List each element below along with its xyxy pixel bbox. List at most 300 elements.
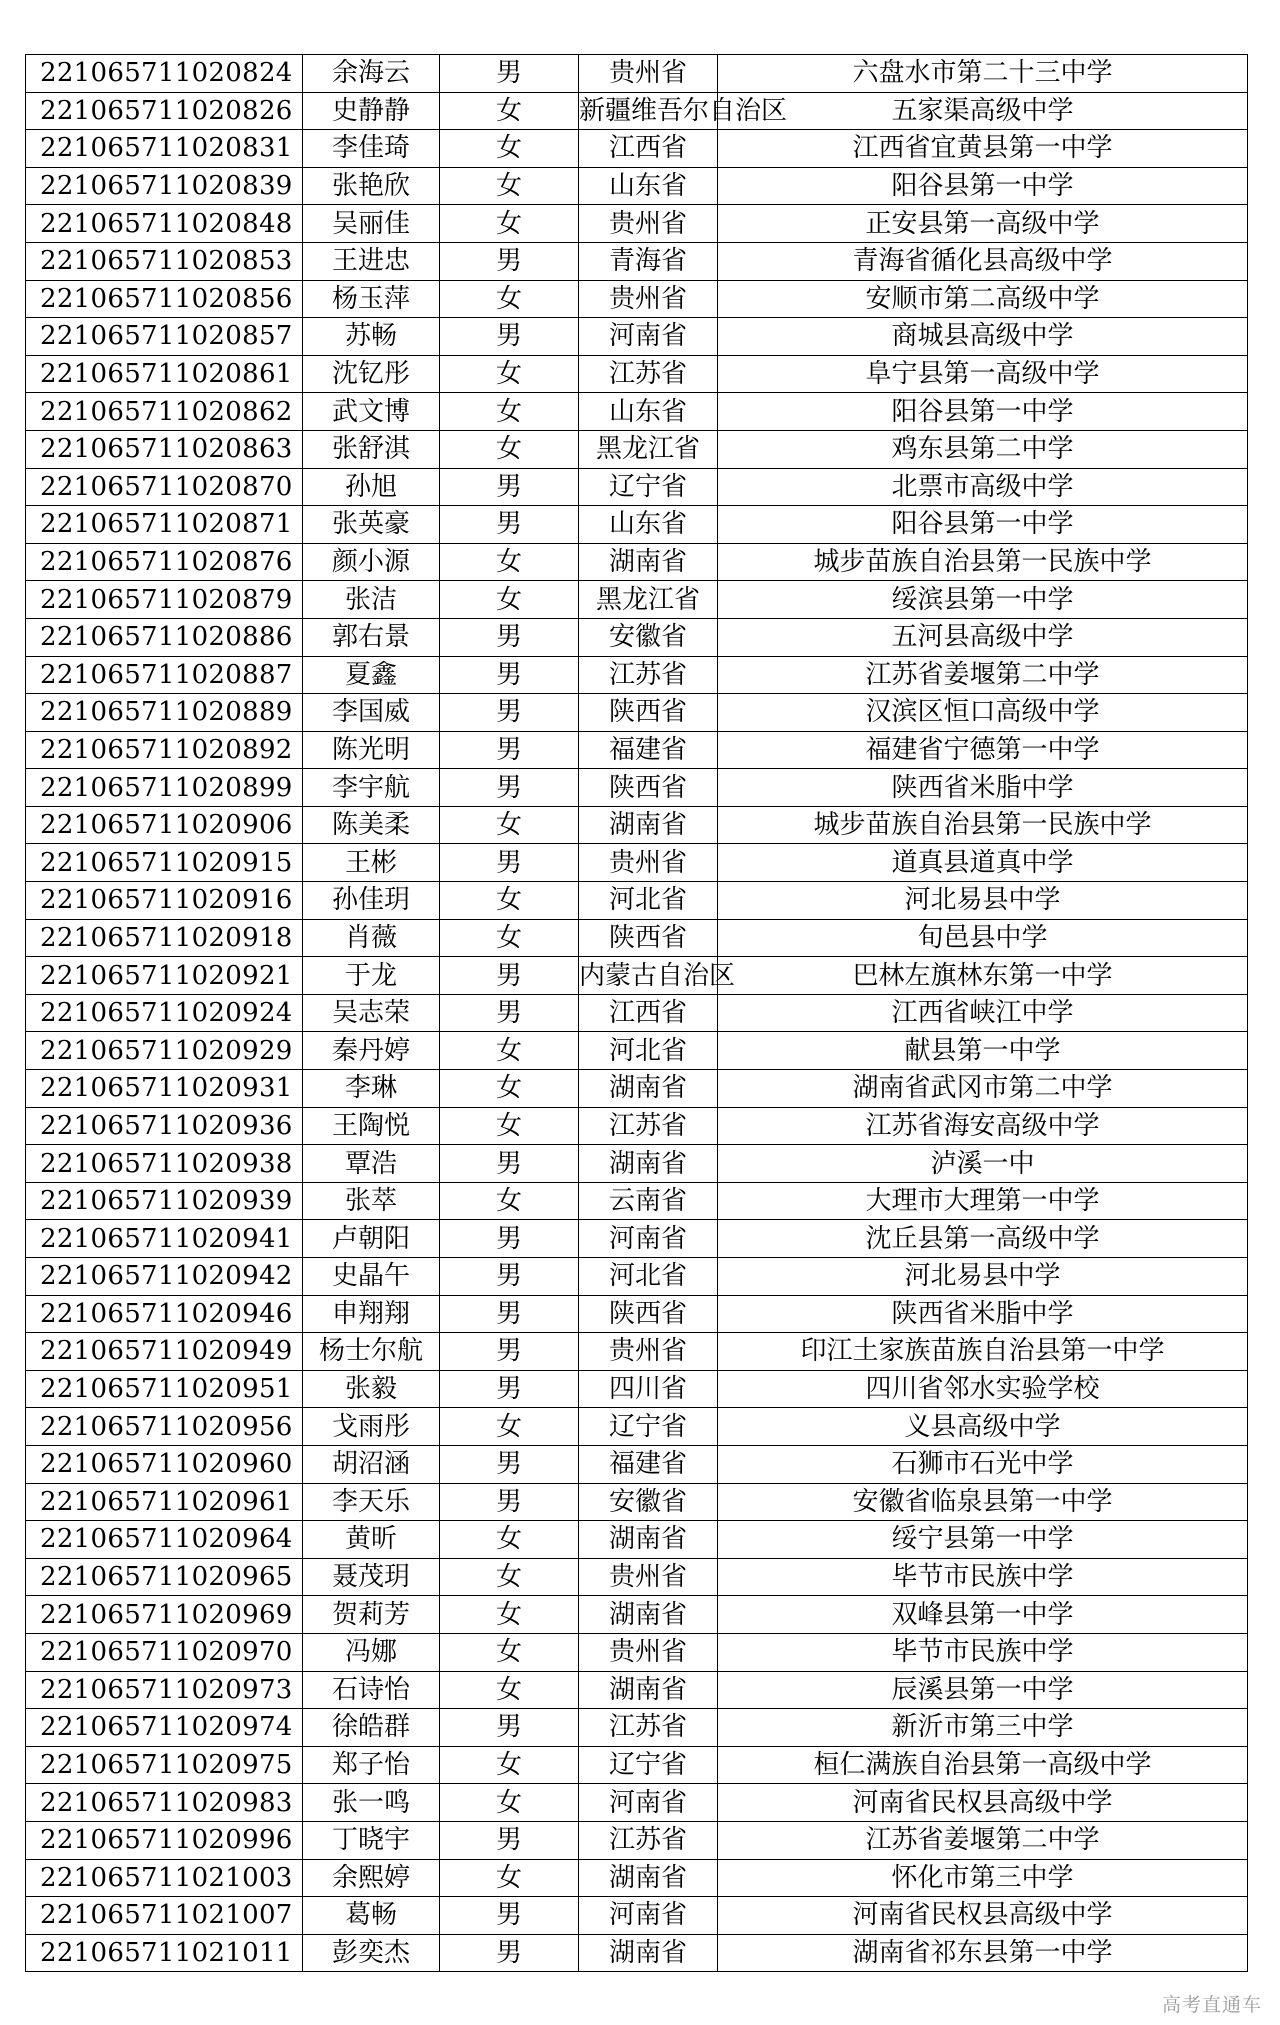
gender-cell: 女 xyxy=(440,1107,579,1145)
exam-id-cell: 221065711020915 xyxy=(26,844,303,882)
gender-cell: 男 xyxy=(440,656,579,694)
gender-cell: 男 xyxy=(440,994,579,1032)
exam-id-cell: 221065711020879 xyxy=(26,581,303,619)
student-name-cell: 陈美柔 xyxy=(303,806,440,844)
school-cell: 阳谷县第一中学 xyxy=(718,167,1248,205)
table-row xyxy=(26,1295,1248,1333)
table-row xyxy=(26,1558,1248,1596)
province-cell: 陕西省 xyxy=(579,1295,718,1333)
exam-id-cell: 221065711020942 xyxy=(26,1258,303,1296)
gender-cell: 男 xyxy=(440,844,579,882)
exam-id-cell: 221065711020870 xyxy=(26,468,303,506)
gender-cell: 男 xyxy=(440,618,579,656)
school-cell: 阜宁县第一高级中学 xyxy=(718,355,1248,393)
table-row xyxy=(26,1258,1248,1296)
exam-id-cell: 221065711020970 xyxy=(26,1633,303,1671)
student-name-cell: 武文博 xyxy=(303,393,440,431)
student-name-cell: 郑子怡 xyxy=(303,1746,440,1784)
province-cell: 山东省 xyxy=(579,506,718,544)
table-row xyxy=(26,1032,1248,1070)
gender-cell: 女 xyxy=(440,882,579,920)
student-name-cell: 于龙 xyxy=(303,957,440,995)
school-cell: 湖南省祁东县第一中学 xyxy=(718,1934,1248,1972)
exam-id-cell: 221065711020949 xyxy=(26,1333,303,1371)
province-cell: 湖南省 xyxy=(579,543,718,581)
province-cell: 山东省 xyxy=(579,393,718,431)
exam-id-cell: 221065711020961 xyxy=(26,1483,303,1521)
gender-cell: 女 xyxy=(440,92,579,130)
student-name-cell: 颜小源 xyxy=(303,543,440,581)
student-name-cell: 沈钇彤 xyxy=(303,355,440,393)
province-cell: 贵州省 xyxy=(579,205,718,243)
table-row xyxy=(26,1370,1248,1408)
table-row xyxy=(26,1859,1248,1897)
student-name-cell: 王彬 xyxy=(303,844,440,882)
province-cell: 河南省 xyxy=(579,318,718,356)
school-cell: 北票市高级中学 xyxy=(718,468,1248,506)
table-row xyxy=(26,1521,1248,1559)
exam-id-cell: 221065711020996 xyxy=(26,1821,303,1859)
student-name-cell: 吴丽佳 xyxy=(303,205,440,243)
exam-id-cell: 221065711020965 xyxy=(26,1558,303,1596)
gender-cell: 女 xyxy=(440,543,579,581)
exam-id-cell: 221065711020876 xyxy=(26,543,303,581)
table-row xyxy=(26,205,1248,243)
school-cell: 辰溪县第一中学 xyxy=(718,1671,1248,1709)
school-cell: 印江土家族苗族自治县第一中学 xyxy=(718,1333,1248,1371)
province-cell: 陕西省 xyxy=(579,694,718,732)
gender-cell: 男 xyxy=(440,1821,579,1859)
table-row xyxy=(26,1897,1248,1935)
student-table xyxy=(25,54,1248,1972)
exam-id-cell: 221065711020863 xyxy=(26,430,303,468)
student-name-cell: 杨士尔航 xyxy=(303,1333,440,1371)
school-cell: 双峰县第一中学 xyxy=(718,1596,1248,1634)
table-row xyxy=(26,1107,1248,1145)
gender-cell: 男 xyxy=(440,1370,579,1408)
school-cell: 江西省峡江中学 xyxy=(718,994,1248,1032)
exam-id-cell: 221065711020886 xyxy=(26,618,303,656)
table-row xyxy=(26,694,1248,732)
student-name-cell: 张毅 xyxy=(303,1370,440,1408)
province-cell: 湖南省 xyxy=(579,1596,718,1634)
school-cell: 沈丘县第一高级中学 xyxy=(718,1220,1248,1258)
exam-id-cell: 221065711020857 xyxy=(26,318,303,356)
school-cell: 泸溪一中 xyxy=(718,1145,1248,1183)
school-cell: 鸡东县第二中学 xyxy=(718,430,1248,468)
exam-id-cell: 221065711020974 xyxy=(26,1709,303,1747)
gender-cell: 男 xyxy=(440,506,579,544)
table-row xyxy=(26,355,1248,393)
province-cell: 云南省 xyxy=(579,1182,718,1220)
student-name-cell: 张洁 xyxy=(303,581,440,619)
school-cell: 怀化市第三中学 xyxy=(718,1859,1248,1897)
school-cell: 江苏省海安高级中学 xyxy=(718,1107,1248,1145)
school-cell: 五家渠高级中学 xyxy=(718,92,1248,130)
province-cell: 辽宁省 xyxy=(579,468,718,506)
student-name-cell: 郭右景 xyxy=(303,618,440,656)
gender-cell: 女 xyxy=(440,205,579,243)
table-row xyxy=(26,430,1248,468)
gender-cell: 女 xyxy=(440,130,579,168)
province-cell: 湖南省 xyxy=(579,1859,718,1897)
exam-id-cell: 221065711020862 xyxy=(26,393,303,431)
table-row xyxy=(26,731,1248,769)
student-name-cell: 丁晓宇 xyxy=(303,1821,440,1859)
gender-cell: 男 xyxy=(440,1709,579,1747)
student-name-cell: 李天乐 xyxy=(303,1483,440,1521)
exam-id-cell: 221065711020889 xyxy=(26,694,303,732)
gender-cell: 女 xyxy=(440,1408,579,1446)
exam-id-cell: 221065711020824 xyxy=(26,55,303,93)
school-cell: 桓仁满族自治县第一高级中学 xyxy=(718,1746,1248,1784)
exam-id-cell: 221065711020916 xyxy=(26,882,303,920)
exam-id-cell: 221065711021003 xyxy=(26,1859,303,1897)
province-cell: 湖南省 xyxy=(579,806,718,844)
gender-cell: 女 xyxy=(440,393,579,431)
school-cell: 江西省宜黄县第一中学 xyxy=(718,130,1248,168)
school-cell: 安顺市第二高级中学 xyxy=(718,280,1248,318)
table-row xyxy=(26,1220,1248,1258)
student-name-cell: 吴志荣 xyxy=(303,994,440,1032)
exam-id-cell: 221065711020906 xyxy=(26,806,303,844)
school-cell: 城步苗族自治县第一民族中学 xyxy=(718,806,1248,844)
student-name-cell: 覃浩 xyxy=(303,1145,440,1183)
student-name-cell: 余熙婷 xyxy=(303,1859,440,1897)
gender-cell: 男 xyxy=(440,318,579,356)
school-cell: 安徽省临泉县第一中学 xyxy=(718,1483,1248,1521)
table-row xyxy=(26,1784,1248,1822)
table-row xyxy=(26,393,1248,431)
exam-id-cell: 221065711020973 xyxy=(26,1671,303,1709)
school-cell: 道真县道真中学 xyxy=(718,844,1248,882)
gender-cell: 男 xyxy=(440,1934,579,1972)
exam-id-cell: 221065711020839 xyxy=(26,167,303,205)
gender-cell: 男 xyxy=(440,1483,579,1521)
gender-cell: 女 xyxy=(440,1671,579,1709)
province-cell: 陕西省 xyxy=(579,919,718,957)
table-row xyxy=(26,1709,1248,1747)
table-row xyxy=(26,1934,1248,1972)
province-cell: 辽宁省 xyxy=(579,1746,718,1784)
province-cell: 湖南省 xyxy=(579,1521,718,1559)
province-cell: 贵州省 xyxy=(579,55,718,93)
school-cell: 新沂市第三中学 xyxy=(718,1709,1248,1747)
exam-id-cell: 221065711020856 xyxy=(26,280,303,318)
table-row xyxy=(26,806,1248,844)
gender-cell: 女 xyxy=(440,1746,579,1784)
province-cell: 山东省 xyxy=(579,167,718,205)
province-cell: 内蒙古自治区 xyxy=(579,957,718,995)
exam-id-cell: 221065711020946 xyxy=(26,1295,303,1333)
province-cell: 安徽省 xyxy=(579,618,718,656)
school-cell: 城步苗族自治县第一民族中学 xyxy=(718,543,1248,581)
student-name-cell: 孙佳玥 xyxy=(303,882,440,920)
student-table-body xyxy=(26,55,1248,1972)
gender-cell: 女 xyxy=(440,1596,579,1634)
table-row xyxy=(26,919,1248,957)
student-name-cell: 秦丹婷 xyxy=(303,1032,440,1070)
gender-cell: 男 xyxy=(440,1145,579,1183)
student-name-cell: 陈光明 xyxy=(303,731,440,769)
gender-cell: 女 xyxy=(440,1633,579,1671)
student-name-cell: 申翔翔 xyxy=(303,1295,440,1333)
table-row xyxy=(26,1445,1248,1483)
school-cell: 石狮市石光中学 xyxy=(718,1445,1248,1483)
province-cell: 江西省 xyxy=(579,994,718,1032)
school-cell: 河北易县中学 xyxy=(718,1258,1248,1296)
province-cell: 福建省 xyxy=(579,731,718,769)
student-name-cell: 葛畅 xyxy=(303,1897,440,1935)
school-cell: 阳谷县第一中学 xyxy=(718,506,1248,544)
exam-id-cell: 221065711020921 xyxy=(26,957,303,995)
school-cell: 江苏省姜堰第二中学 xyxy=(718,656,1248,694)
table-row xyxy=(26,1746,1248,1784)
school-cell: 陕西省米脂中学 xyxy=(718,1295,1248,1333)
table-row xyxy=(26,994,1248,1032)
exam-id-cell: 221065711020892 xyxy=(26,731,303,769)
province-cell: 陕西省 xyxy=(579,769,718,807)
student-name-cell: 张英豪 xyxy=(303,506,440,544)
school-cell: 献县第一中学 xyxy=(718,1032,1248,1070)
table-row xyxy=(26,1145,1248,1183)
exam-id-cell: 221065711020960 xyxy=(26,1445,303,1483)
exam-id-cell: 221065711020941 xyxy=(26,1220,303,1258)
table-row xyxy=(26,130,1248,168)
gender-cell: 女 xyxy=(440,1859,579,1897)
watermark: 高考直通车 xyxy=(1161,1994,1262,2016)
student-name-cell: 肖薇 xyxy=(303,919,440,957)
student-name-cell: 黄昕 xyxy=(303,1521,440,1559)
school-cell: 江苏省姜堰第二中学 xyxy=(718,1821,1248,1859)
province-cell: 贵州省 xyxy=(579,1333,718,1371)
province-cell: 贵州省 xyxy=(579,1633,718,1671)
student-name-cell: 张舒淇 xyxy=(303,430,440,468)
table-row xyxy=(26,1483,1248,1521)
gender-cell: 女 xyxy=(440,806,579,844)
table-row xyxy=(26,468,1248,506)
school-cell: 绥宁县第一中学 xyxy=(718,1521,1248,1559)
exam-id-cell: 221065711020899 xyxy=(26,769,303,807)
province-cell: 福建省 xyxy=(579,1445,718,1483)
gender-cell: 女 xyxy=(440,919,579,957)
table-row xyxy=(26,957,1248,995)
gender-cell: 男 xyxy=(440,1445,579,1483)
province-cell: 黑龙江省 xyxy=(579,581,718,619)
exam-id-cell: 221065711020975 xyxy=(26,1746,303,1784)
exam-id-cell: 221065711020826 xyxy=(26,92,303,130)
student-name-cell: 杨玉萍 xyxy=(303,280,440,318)
student-name-cell: 戈雨彤 xyxy=(303,1408,440,1446)
gender-cell: 男 xyxy=(440,769,579,807)
gender-cell: 女 xyxy=(440,167,579,205)
student-name-cell: 徐皓群 xyxy=(303,1709,440,1747)
province-cell: 辽宁省 xyxy=(579,1408,718,1446)
province-cell: 湖南省 xyxy=(579,1671,718,1709)
table-row xyxy=(26,242,1248,280)
gender-cell: 男 xyxy=(440,1897,579,1935)
school-cell: 阳谷县第一中学 xyxy=(718,393,1248,431)
school-cell: 毕节市民族中学 xyxy=(718,1558,1248,1596)
school-cell: 正安县第一高级中学 xyxy=(718,205,1248,243)
student-name-cell: 冯娜 xyxy=(303,1633,440,1671)
student-name-cell: 王进忠 xyxy=(303,242,440,280)
exam-id-cell: 221065711020853 xyxy=(26,242,303,280)
gender-cell: 男 xyxy=(440,957,579,995)
student-name-cell: 张一鸣 xyxy=(303,1784,440,1822)
gender-cell: 男 xyxy=(440,1220,579,1258)
school-cell: 湖南省武冈市第二中学 xyxy=(718,1070,1248,1108)
table-row xyxy=(26,1182,1248,1220)
gender-cell: 男 xyxy=(440,468,579,506)
exam-id-cell: 221065711021011 xyxy=(26,1934,303,1972)
student-list-sheet xyxy=(25,54,1247,1972)
table-row xyxy=(26,656,1248,694)
province-cell: 河南省 xyxy=(579,1784,718,1822)
table-row xyxy=(26,844,1248,882)
gender-cell: 女 xyxy=(440,355,579,393)
exam-id-cell: 221065711020848 xyxy=(26,205,303,243)
gender-cell: 女 xyxy=(440,1521,579,1559)
school-cell: 河南省民权县高级中学 xyxy=(718,1784,1248,1822)
table-row xyxy=(26,882,1248,920)
exam-id-cell: 221065711020929 xyxy=(26,1032,303,1070)
gender-cell: 男 xyxy=(440,731,579,769)
province-cell: 江苏省 xyxy=(579,656,718,694)
school-cell: 五河县高级中学 xyxy=(718,618,1248,656)
school-cell: 毕节市民族中学 xyxy=(718,1633,1248,1671)
province-cell: 湖南省 xyxy=(579,1934,718,1972)
gender-cell: 男 xyxy=(440,55,579,93)
table-row xyxy=(26,1070,1248,1108)
exam-id-cell: 221065711021007 xyxy=(26,1897,303,1935)
province-cell: 河北省 xyxy=(579,882,718,920)
province-cell: 新疆维吾尔自治区 xyxy=(579,92,718,130)
exam-id-cell: 221065711020939 xyxy=(26,1182,303,1220)
province-cell: 河北省 xyxy=(579,1032,718,1070)
student-name-cell: 史静静 xyxy=(303,92,440,130)
school-cell: 陕西省米脂中学 xyxy=(718,769,1248,807)
gender-cell: 男 xyxy=(440,1258,579,1296)
school-cell: 六盘水市第二十三中学 xyxy=(718,55,1248,93)
school-cell: 商城县高级中学 xyxy=(718,318,1248,356)
table-row xyxy=(26,1333,1248,1371)
exam-id-cell: 221065711020871 xyxy=(26,506,303,544)
exam-id-cell: 221065711020964 xyxy=(26,1521,303,1559)
table-row xyxy=(26,506,1248,544)
student-name-cell: 李佳琦 xyxy=(303,130,440,168)
student-name-cell: 苏畅 xyxy=(303,318,440,356)
exam-id-cell: 221065711020956 xyxy=(26,1408,303,1446)
school-cell: 汉滨区恒口高级中学 xyxy=(718,694,1248,732)
school-cell: 绥滨县第一中学 xyxy=(718,581,1248,619)
table-row xyxy=(26,1821,1248,1859)
province-cell: 江苏省 xyxy=(579,1709,718,1747)
province-cell: 河南省 xyxy=(579,1897,718,1935)
school-cell: 福建省宁德第一中学 xyxy=(718,731,1248,769)
table-row xyxy=(26,167,1248,205)
gender-cell: 女 xyxy=(440,430,579,468)
student-name-cell: 史晶午 xyxy=(303,1258,440,1296)
table-row xyxy=(26,1408,1248,1446)
province-cell: 贵州省 xyxy=(579,844,718,882)
student-name-cell: 李国威 xyxy=(303,694,440,732)
gender-cell: 女 xyxy=(440,1558,579,1596)
table-row xyxy=(26,280,1248,318)
student-name-cell: 李琳 xyxy=(303,1070,440,1108)
exam-id-cell: 221065711020931 xyxy=(26,1070,303,1108)
school-cell: 河南省民权县高级中学 xyxy=(718,1897,1248,1935)
province-cell: 河北省 xyxy=(579,1258,718,1296)
exam-id-cell: 221065711020983 xyxy=(26,1784,303,1822)
exam-id-cell: 221065711020951 xyxy=(26,1370,303,1408)
table-row xyxy=(26,769,1248,807)
school-cell: 河北易县中学 xyxy=(718,882,1248,920)
province-cell: 黑龙江省 xyxy=(579,430,718,468)
student-name-cell: 聂茂玥 xyxy=(303,1558,440,1596)
gender-cell: 女 xyxy=(440,1070,579,1108)
student-name-cell: 张萃 xyxy=(303,1182,440,1220)
table-row xyxy=(26,618,1248,656)
exam-id-cell: 221065711020936 xyxy=(26,1107,303,1145)
school-cell: 义县高级中学 xyxy=(718,1408,1248,1446)
province-cell: 贵州省 xyxy=(579,1558,718,1596)
province-cell: 江西省 xyxy=(579,130,718,168)
table-row xyxy=(26,581,1248,619)
exam-id-cell: 221065711020918 xyxy=(26,919,303,957)
exam-id-cell: 221065711020861 xyxy=(26,355,303,393)
student-name-cell: 贺莉芳 xyxy=(303,1596,440,1634)
gender-cell: 女 xyxy=(440,1182,579,1220)
exam-id-cell: 221065711020924 xyxy=(26,994,303,1032)
gender-cell: 男 xyxy=(440,1295,579,1333)
table-row xyxy=(26,55,1248,93)
table-row xyxy=(26,92,1248,130)
province-cell: 贵州省 xyxy=(579,280,718,318)
province-cell: 四川省 xyxy=(579,1370,718,1408)
school-cell: 旬邑县中学 xyxy=(718,919,1248,957)
province-cell: 青海省 xyxy=(579,242,718,280)
school-cell: 四川省邻水实验学校 xyxy=(718,1370,1248,1408)
gender-cell: 男 xyxy=(440,1333,579,1371)
student-name-cell: 卢朝阳 xyxy=(303,1220,440,1258)
gender-cell: 女 xyxy=(440,1032,579,1070)
province-cell: 江苏省 xyxy=(579,1107,718,1145)
student-name-cell: 张艳欣 xyxy=(303,167,440,205)
student-name-cell: 石诗怡 xyxy=(303,1671,440,1709)
province-cell: 湖南省 xyxy=(579,1145,718,1183)
gender-cell: 女 xyxy=(440,581,579,619)
school-cell: 大理市大理第一中学 xyxy=(718,1182,1248,1220)
province-cell: 河南省 xyxy=(579,1220,718,1258)
student-name-cell: 余海云 xyxy=(303,55,440,93)
exam-id-cell: 221065711020887 xyxy=(26,656,303,694)
student-name-cell: 夏鑫 xyxy=(303,656,440,694)
student-name-cell: 王陶悦 xyxy=(303,1107,440,1145)
student-name-cell: 李宇航 xyxy=(303,769,440,807)
table-row xyxy=(26,318,1248,356)
table-row xyxy=(26,1596,1248,1634)
student-name-cell: 孙旭 xyxy=(303,468,440,506)
province-cell: 江苏省 xyxy=(579,355,718,393)
exam-id-cell: 221065711020969 xyxy=(26,1596,303,1634)
exam-id-cell: 221065711020831 xyxy=(26,130,303,168)
gender-cell: 男 xyxy=(440,694,579,732)
gender-cell: 女 xyxy=(440,280,579,318)
student-name-cell: 胡沼涵 xyxy=(303,1445,440,1483)
school-cell: 青海省循化县高级中学 xyxy=(718,242,1248,280)
school-cell: 巴林左旗林东第一中学 xyxy=(718,957,1248,995)
